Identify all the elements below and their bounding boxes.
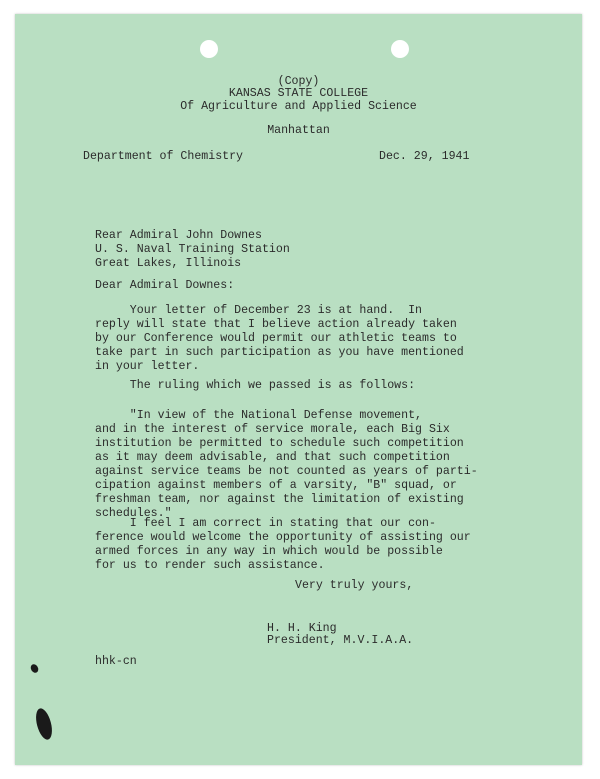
text-line: by our Conference would permit our athletic teams to [95,332,457,345]
text-line: ference would welcome the opportunity of assisting our [95,531,471,544]
closing: Very truly yours, [295,579,414,592]
text-line: for us to render such assistance. [95,559,325,572]
recipient-line: Great Lakes, Illinois [95,257,242,270]
text-line: take part in such participation as you have mentioned [95,346,464,359]
text-line: reply will state that I believe action already taken [95,318,457,331]
paragraph-1 [95,304,464,374]
text-line: institution be permitted to schedule such competition [95,437,464,450]
letterhead-city: Manhattan [267,124,330,137]
institution-subtitle: Of Agriculture and Applied Science [180,100,417,113]
letter-date: Dec. 29, 1941 [379,150,470,163]
text-line: freshman team, nor against the limitation of existing [95,493,464,506]
text-line: schedules." [95,507,172,520]
ink-mark [29,663,40,674]
institution-name: KANSAS STATE COLLEGE [228,87,369,100]
salutation: Dear Admiral Downes: [95,279,235,292]
signature-name: H. H. King [267,622,337,635]
text-line: "In view of the National Defense movement, [95,409,422,422]
copy-label: (Copy) [277,75,320,88]
recipient-address [95,229,290,271]
paragraph-2 [95,379,415,393]
letter-page [15,14,582,765]
recipient-line: Rear Admiral John Downes [95,229,262,242]
text-line: as it may deem advisable, and that such competition [95,451,450,464]
quoted-ruling [95,409,478,521]
text-line: cipation against members of a varsity, "B" squad, or [95,479,457,492]
punch-hole-right [391,40,409,58]
ink-mark [33,707,55,742]
text-line: Your letter of December 23 is at hand. In [95,304,422,317]
recipient-line: U. S. Naval Training Station [95,243,290,256]
text-line: armed forces in any way in which would be possible [95,545,443,558]
department: Department of Chemistry [83,150,244,163]
text-line: The ruling which we passed is as follows: [95,379,416,392]
text-line: in your letter. [95,360,200,373]
text-line: against service teams be not counted as years of parti- [95,465,478,478]
punch-hole-left [200,40,218,58]
text-line: and in the interest of service morale, each Big Six [95,423,450,436]
signature-title: President, M.V.I.A.A. [267,634,414,647]
typist-initials: hhk-cn [95,655,137,668]
paragraph-3 [95,517,471,573]
text-line: I feel I am correct in stating that our con- [95,517,436,530]
